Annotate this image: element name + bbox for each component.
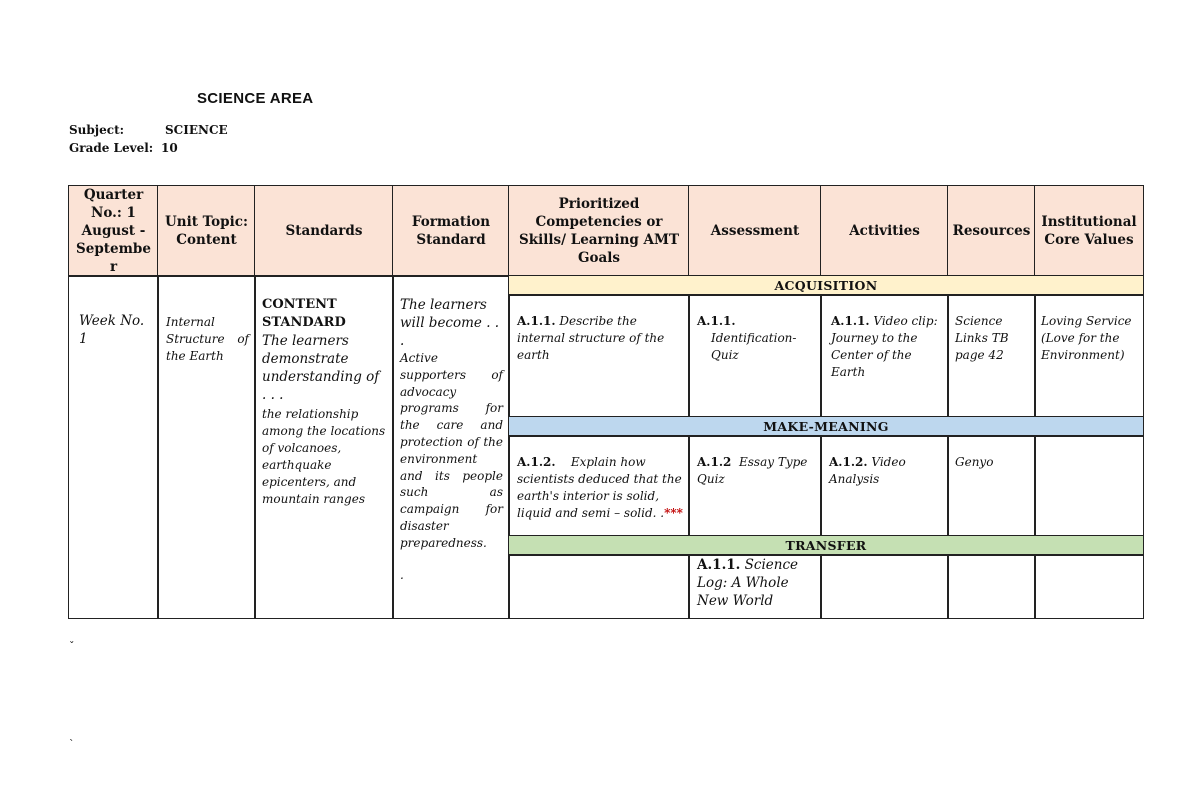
mm-activity-text: Video Analysis	[829, 455, 906, 486]
header-competencies: Prioritized Competencies or Skills/ Learning AMT Goals	[508, 185, 690, 277]
acq-assessment-text: Identification- Quiz	[711, 331, 797, 362]
subject-label: Subject:	[69, 123, 125, 137]
formation-body: Active supporters of advocacy programs for the care and protection of the environment and its people such as campaign for disaster preparedness.	[400, 351, 503, 550]
tr-resources-cell	[947, 554, 1036, 619]
standards-cell	[254, 275, 394, 619]
mm-assessment-code: A.1.2	[697, 455, 732, 469]
acq-activity-text: Video clip: Journey to the Center of the Earth	[831, 314, 938, 379]
mm-values-cell	[1034, 435, 1144, 537]
tr-activity-cell	[820, 554, 949, 619]
unit-topic-cell	[157, 275, 256, 619]
header-unit-topic: Unit Topic: Content	[157, 185, 256, 277]
acq-activity-code: A.1.1.	[831, 314, 870, 328]
tr-values-cell	[1034, 554, 1144, 619]
mm-competency-cell	[508, 435, 690, 537]
header-standards: Standards	[254, 185, 394, 277]
subject-value: SCIENCE	[165, 123, 228, 137]
band-transfer: TRANSFER	[508, 535, 1144, 556]
mm-competency-mark: ***	[664, 506, 683, 520]
acq-assessment-code: A.1.1.	[697, 314, 736, 328]
page-title: SCIENCE AREA	[197, 90, 314, 107]
tr-assessment-code: A.1.1.	[697, 557, 741, 573]
standards-intro: The learners demonstrate understanding of . . .	[262, 333, 380, 403]
tr-competency-cell	[508, 554, 690, 619]
acq-competency-code: A.1.1.	[517, 314, 556, 328]
acq-resources-cell: Science Links TB page 42	[947, 294, 1036, 418]
header-resources: Resources	[947, 185, 1036, 277]
mm-assessment-text: Essay Type Quiz	[697, 455, 808, 486]
grade-label: Grade Level:	[69, 141, 154, 155]
formation-intro: The learners will become . . .	[400, 297, 500, 349]
content-standard-heading: CONTENT STANDARD	[262, 297, 346, 330]
acq-competency-text: Describe the internal structure of the earth	[517, 314, 665, 362]
stray-mark-2: `	[69, 738, 75, 751]
tr-assessment-cell	[688, 554, 822, 619]
unit-topic-text: Internal Structure of the Earth	[166, 315, 249, 363]
band-acquisition: ACQUISITION	[508, 275, 1144, 296]
header-activities: Activities	[820, 185, 949, 277]
header-quarter: Quarter No.: 1 August - Septembe r	[68, 185, 159, 277]
formation-dot: .	[400, 567, 404, 582]
stray-mark-1: ˇ	[69, 640, 75, 653]
mm-competency-text: Explain how scientists deduced that the earth's interior is solid, liquid and semi – solid. .	[517, 455, 682, 520]
mm-competency-code: A.1.2.	[517, 455, 556, 469]
grade-value: 10	[161, 141, 178, 155]
week-cell: Week No. 1	[68, 275, 159, 619]
header-core-values: Institutional Core Values	[1034, 185, 1144, 277]
standards-body: the relationship among the locations of volcanoes, earthquake epicenters, and mountain ranges	[262, 407, 386, 506]
acq-assessment-cell	[688, 294, 822, 418]
mm-assessment-cell	[688, 435, 822, 537]
band-make-meaning: MAKE-MEANING	[508, 416, 1144, 437]
mm-resources-cell: Genyo	[947, 435, 1036, 537]
acq-values-cell: Loving Service (Love for the Environment)	[1034, 294, 1144, 418]
mm-activity-code: A.1.2.	[829, 455, 868, 469]
header-assessment: Assessment	[688, 185, 822, 277]
formation-cell	[392, 275, 510, 619]
tr-assessment-text: Science Log: A Whole New World	[697, 557, 799, 609]
mm-activity-cell	[820, 435, 949, 537]
acq-activity-cell	[820, 294, 949, 418]
header-formation-standard: Formation Standard	[392, 185, 510, 277]
acq-competency-cell	[508, 294, 690, 418]
